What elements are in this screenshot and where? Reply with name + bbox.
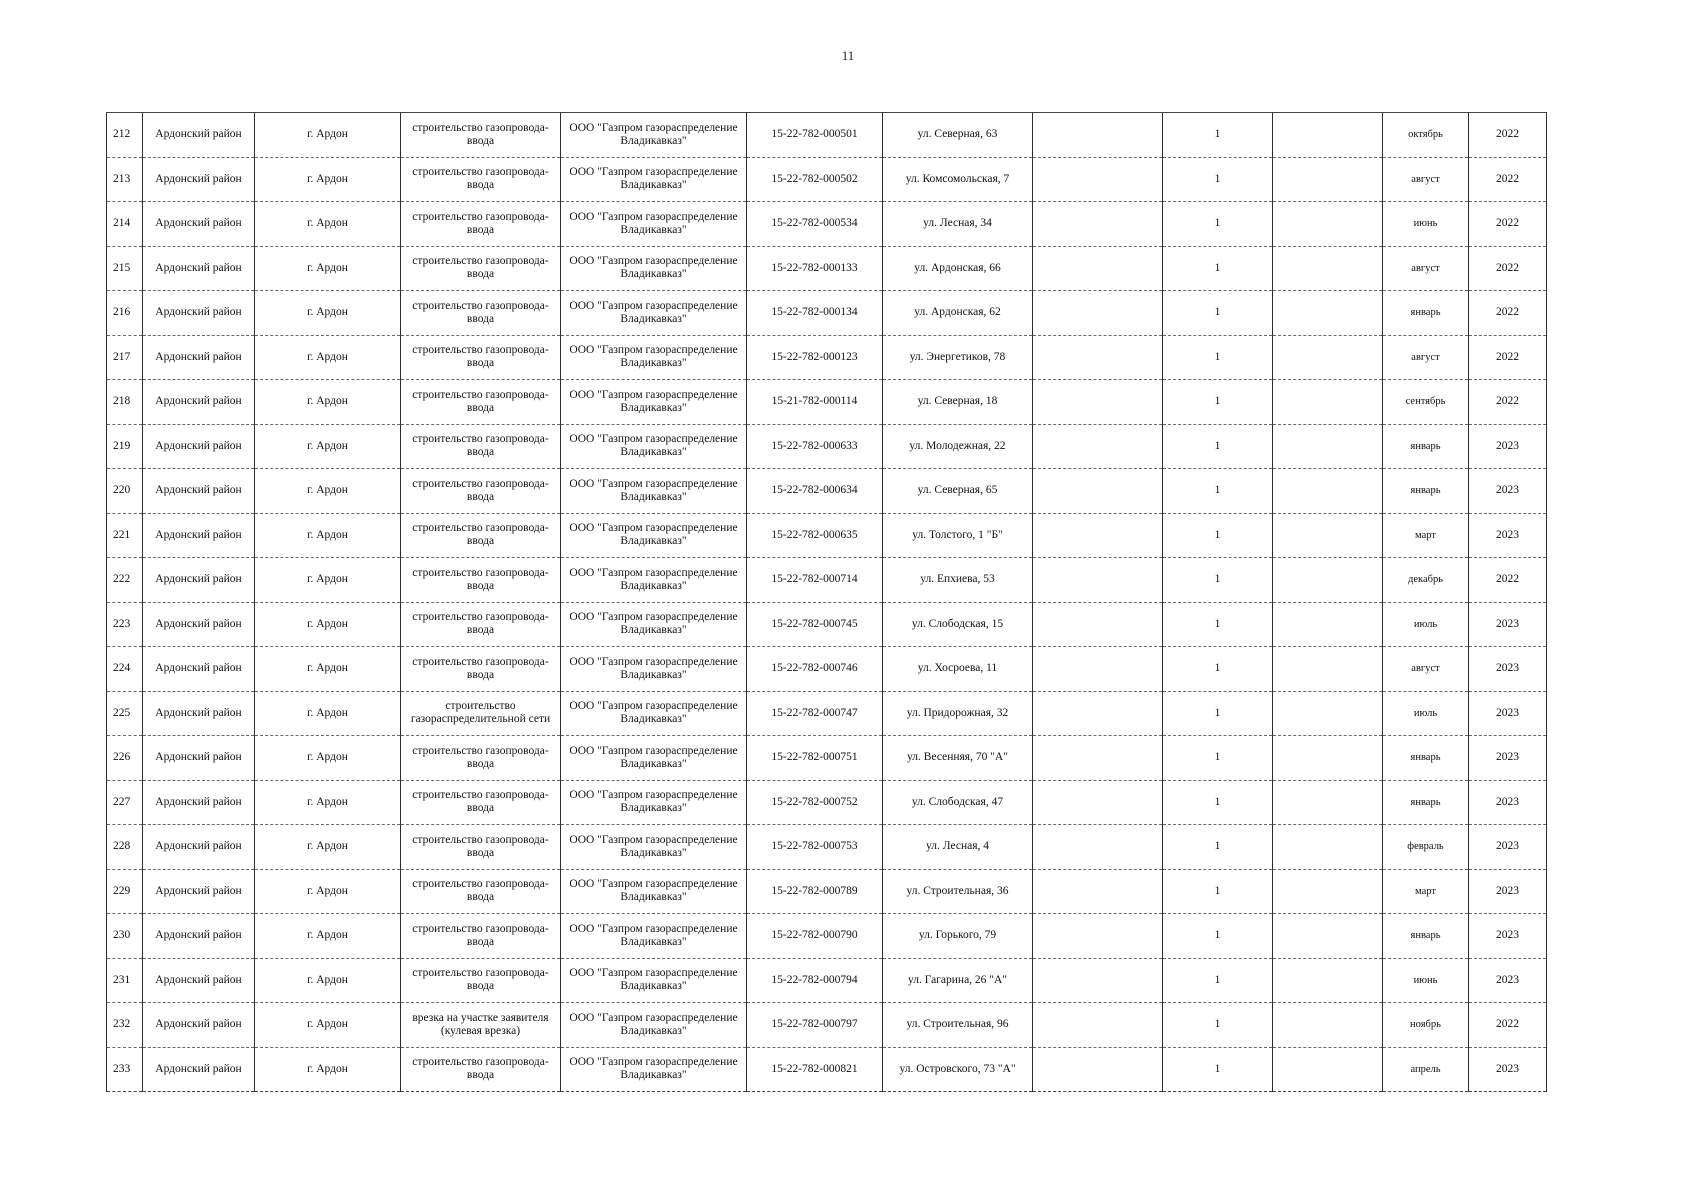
empty-cell (1033, 335, 1163, 380)
organization-cell: ООО "Газпром газораспределение Владикавказ" (561, 469, 747, 514)
row-number-cell: 224 (107, 647, 143, 692)
address-cell: ул. Придорожная, 32 (883, 691, 1033, 736)
empty-cell (1273, 958, 1383, 1003)
district-cell: Ардонский район (143, 914, 255, 959)
quantity-cell: 1 (1163, 469, 1273, 514)
quantity-cell: 1 (1163, 691, 1273, 736)
year-cell: 2023 (1469, 513, 1547, 558)
empty-cell (1033, 202, 1163, 247)
work-type-cell: строительство газопровода-ввода (401, 291, 561, 336)
address-cell: ул. Весенняя, 70 "А" (883, 736, 1033, 781)
year-cell: 2023 (1469, 1047, 1547, 1092)
month-cell: март (1383, 513, 1469, 558)
table-row (107, 1003, 1547, 1048)
empty-cell (1273, 335, 1383, 380)
month-cell: январь (1383, 424, 1469, 469)
quantity-cell: 1 (1163, 869, 1273, 914)
work-type-cell: строительство газопровода-ввода (401, 113, 561, 158)
work-type-cell: строительство газопровода-ввода (401, 202, 561, 247)
month-cell: июль (1383, 602, 1469, 647)
row-number-cell: 220 (107, 469, 143, 514)
row-number-cell: 212 (107, 113, 143, 158)
empty-cell (1033, 380, 1163, 425)
organization-cell: ООО "Газпром газораспределение Владикавказ" (561, 513, 747, 558)
empty-cell (1033, 825, 1163, 870)
application-code-cell: 15-22-782-000502 (747, 157, 883, 202)
table-row (107, 380, 1547, 425)
empty-cell (1033, 1047, 1163, 1092)
empty-cell (1033, 469, 1163, 514)
empty-cell (1273, 202, 1383, 247)
month-cell: январь (1383, 291, 1469, 336)
table-row (107, 246, 1547, 291)
organization-cell: ООО "Газпром газораспределение Владикавказ" (561, 691, 747, 736)
quantity-cell: 1 (1163, 602, 1273, 647)
district-cell: Ардонский район (143, 780, 255, 825)
table-row (107, 914, 1547, 959)
application-code-cell: 15-22-782-000635 (747, 513, 883, 558)
work-type-cell: строительство газопровода-ввода (401, 335, 561, 380)
work-type-cell: строительство газопровода-ввода (401, 647, 561, 692)
work-type-cell: строительство газопровода-ввода (401, 958, 561, 1003)
address-cell: ул. Энергетиков, 78 (883, 335, 1033, 380)
month-cell: январь (1383, 469, 1469, 514)
row-number-cell: 214 (107, 202, 143, 247)
organization-cell: ООО "Газпром газораспределение Владикавказ" (561, 958, 747, 1003)
empty-cell (1273, 825, 1383, 870)
district-cell: Ардонский район (143, 869, 255, 914)
work-type-cell: строительство газопровода-ввода (401, 246, 561, 291)
quantity-cell: 1 (1163, 380, 1273, 425)
application-code-cell: 15-22-782-000789 (747, 869, 883, 914)
table-row (107, 291, 1547, 336)
organization-cell: ООО "Газпром газораспределение Владикавказ" (561, 736, 747, 781)
quantity-cell: 1 (1163, 246, 1273, 291)
quantity-cell: 1 (1163, 157, 1273, 202)
row-number-cell: 216 (107, 291, 143, 336)
district-cell: Ардонский район (143, 958, 255, 1003)
row-number-cell: 213 (107, 157, 143, 202)
empty-cell (1273, 246, 1383, 291)
month-cell: июль (1383, 691, 1469, 736)
work-type-cell: строительство газопровода-ввода (401, 157, 561, 202)
district-cell: Ардонский район (143, 558, 255, 603)
organization-cell: ООО "Газпром газораспределение Владикавказ" (561, 424, 747, 469)
empty-cell (1273, 558, 1383, 603)
year-cell: 2022 (1469, 558, 1547, 603)
quantity-cell: 1 (1163, 513, 1273, 558)
work-type-cell: строительство газопровода-ввода (401, 558, 561, 603)
table-row (107, 335, 1547, 380)
table-row (107, 202, 1547, 247)
year-cell: 2022 (1469, 335, 1547, 380)
address-cell: ул. Слободская, 15 (883, 602, 1033, 647)
empty-cell (1033, 780, 1163, 825)
application-code-cell: 15-22-782-000790 (747, 914, 883, 959)
month-cell: декабрь (1383, 558, 1469, 603)
table-row (107, 113, 1547, 158)
table-row (107, 157, 1547, 202)
city-cell: г. Ардон (255, 113, 401, 158)
organization-cell: ООО "Газпром газораспределение Владикавказ" (561, 202, 747, 247)
city-cell: г. Ардон (255, 157, 401, 202)
year-cell: 2023 (1469, 424, 1547, 469)
year-cell: 2022 (1469, 291, 1547, 336)
table-row (107, 424, 1547, 469)
empty-cell (1033, 157, 1163, 202)
table-row (107, 602, 1547, 647)
quantity-cell: 1 (1163, 825, 1273, 870)
organization-cell: ООО "Газпром газораспределение Владикавказ" (561, 380, 747, 425)
empty-cell (1033, 602, 1163, 647)
quantity-cell: 1 (1163, 1003, 1273, 1048)
empty-cell (1033, 736, 1163, 781)
address-cell: ул. Лесная, 34 (883, 202, 1033, 247)
application-code-cell: 15-22-782-000821 (747, 1047, 883, 1092)
work-type-cell: строительство газопровода-ввода (401, 469, 561, 514)
city-cell: г. Ардон (255, 246, 401, 291)
empty-cell (1273, 869, 1383, 914)
city-cell: г. Ардон (255, 558, 401, 603)
table-body (107, 113, 1547, 1092)
organization-cell: ООО "Газпром газораспределение Владикавказ" (561, 602, 747, 647)
work-type-cell: строительство газопровода-ввода (401, 914, 561, 959)
application-code-cell: 15-22-782-000123 (747, 335, 883, 380)
city-cell: г. Ардон (255, 424, 401, 469)
empty-cell (1273, 736, 1383, 781)
empty-cell (1273, 647, 1383, 692)
month-cell: август (1383, 335, 1469, 380)
application-code-cell: 15-22-782-000797 (747, 1003, 883, 1048)
address-cell: ул. Строительная, 96 (883, 1003, 1033, 1048)
empty-cell (1273, 691, 1383, 736)
organization-cell: ООО "Газпром газораспределение Владикавказ" (561, 825, 747, 870)
row-number-cell: 226 (107, 736, 143, 781)
district-cell: Ардонский район (143, 469, 255, 514)
row-number-cell: 231 (107, 958, 143, 1003)
quantity-cell: 1 (1163, 780, 1273, 825)
year-cell: 2023 (1469, 825, 1547, 870)
year-cell: 2023 (1469, 602, 1547, 647)
quantity-cell: 1 (1163, 291, 1273, 336)
district-cell: Ардонский район (143, 602, 255, 647)
organization-cell: ООО "Газпром газораспределение Владикавказ" (561, 780, 747, 825)
city-cell: г. Ардон (255, 914, 401, 959)
city-cell: г. Ардон (255, 469, 401, 514)
empty-cell (1033, 914, 1163, 959)
month-cell: январь (1383, 736, 1469, 781)
city-cell: г. Ардон (255, 202, 401, 247)
organization-cell: ООО "Газпром газораспределение Владикавказ" (561, 914, 747, 959)
address-cell: ул. Ардонская, 62 (883, 291, 1033, 336)
application-code-cell: 15-22-782-000747 (747, 691, 883, 736)
address-cell: ул. Толстого, 1 "Б" (883, 513, 1033, 558)
application-code-cell: 15-22-782-000714 (747, 558, 883, 603)
month-cell: октябрь (1383, 113, 1469, 158)
year-cell: 2023 (1469, 469, 1547, 514)
table-row (107, 691, 1547, 736)
empty-cell (1033, 113, 1163, 158)
address-cell: ул. Хосроева, 11 (883, 647, 1033, 692)
year-cell: 2023 (1469, 647, 1547, 692)
address-cell: ул. Слободская, 47 (883, 780, 1033, 825)
quantity-cell: 1 (1163, 958, 1273, 1003)
city-cell: г. Ардон (255, 647, 401, 692)
district-cell: Ардонский район (143, 1003, 255, 1048)
organization-cell: ООО "Газпром газораспределение Владикавказ" (561, 291, 747, 336)
row-number-cell: 222 (107, 558, 143, 603)
month-cell: апрель (1383, 1047, 1469, 1092)
organization-cell: ООО "Газпром газораспределение Владикавказ" (561, 558, 747, 603)
quantity-cell: 1 (1163, 736, 1273, 781)
city-cell: г. Ардон (255, 335, 401, 380)
address-cell: ул. Горького, 79 (883, 914, 1033, 959)
row-number-cell: 225 (107, 691, 143, 736)
page-number: 11 (841, 48, 855, 63)
row-number-cell: 215 (107, 246, 143, 291)
organization-cell: ООО "Газпром газораспределение Владикавказ" (561, 1047, 747, 1092)
district-cell: Ардонский район (143, 291, 255, 336)
district-cell: Ардонский район (143, 202, 255, 247)
empty-cell (1033, 1003, 1163, 1048)
row-number-cell: 228 (107, 825, 143, 870)
quantity-cell: 1 (1163, 424, 1273, 469)
address-cell: ул. Северная, 63 (883, 113, 1033, 158)
empty-cell (1273, 602, 1383, 647)
month-cell: март (1383, 869, 1469, 914)
month-cell: январь (1383, 780, 1469, 825)
application-code-cell: 15-22-782-000634 (747, 469, 883, 514)
application-code-cell: 15-21-782-000114 (747, 380, 883, 425)
district-cell: Ардонский район (143, 113, 255, 158)
address-cell: ул. Строительная, 36 (883, 869, 1033, 914)
application-code-cell: 15-22-782-000752 (747, 780, 883, 825)
city-cell: г. Ардон (255, 602, 401, 647)
table-row (107, 780, 1547, 825)
row-number-cell: 232 (107, 1003, 143, 1048)
year-cell: 2022 (1469, 380, 1547, 425)
work-type-cell: строительство газопровода-ввода (401, 825, 561, 870)
application-code-cell: 15-22-782-000134 (747, 291, 883, 336)
work-type-cell: врезка на участке заявителя (кулевая врезка) (401, 1003, 561, 1048)
application-code-cell: 15-22-782-000501 (747, 113, 883, 158)
empty-cell (1033, 424, 1163, 469)
row-number-cell: 230 (107, 914, 143, 959)
district-cell: Ардонский район (143, 157, 255, 202)
month-cell: ноябрь (1383, 1003, 1469, 1048)
city-cell: г. Ардон (255, 691, 401, 736)
empty-cell (1273, 1047, 1383, 1092)
quantity-cell: 1 (1163, 202, 1273, 247)
empty-cell (1033, 291, 1163, 336)
application-code-cell: 15-22-782-000753 (747, 825, 883, 870)
quantity-cell: 1 (1163, 335, 1273, 380)
district-cell: Ардонский район (143, 424, 255, 469)
empty-cell (1033, 246, 1163, 291)
table-row (107, 513, 1547, 558)
month-cell: январь (1383, 914, 1469, 959)
application-code-cell: 15-22-782-000794 (747, 958, 883, 1003)
row-number-cell: 217 (107, 335, 143, 380)
quantity-cell: 1 (1163, 558, 1273, 603)
district-cell: Ардонский район (143, 691, 255, 736)
month-cell: август (1383, 246, 1469, 291)
application-code-cell: 15-22-782-000745 (747, 602, 883, 647)
year-cell: 2023 (1469, 736, 1547, 781)
empty-cell (1273, 469, 1383, 514)
address-cell: ул. Островского, 73 "А" (883, 1047, 1033, 1092)
row-number-cell: 219 (107, 424, 143, 469)
organization-cell: ООО "Газпром газораспределение Владикавказ" (561, 113, 747, 158)
work-type-cell: строительство газопровода-ввода (401, 869, 561, 914)
work-type-cell: строительство газопровода-ввода (401, 424, 561, 469)
year-cell: 2022 (1469, 1003, 1547, 1048)
district-cell: Ардонский район (143, 513, 255, 558)
quantity-cell: 1 (1163, 113, 1273, 158)
table-row (107, 736, 1547, 781)
month-cell: сентябрь (1383, 380, 1469, 425)
row-number-cell: 229 (107, 869, 143, 914)
table-row (107, 869, 1547, 914)
row-number-cell: 233 (107, 1047, 143, 1092)
application-code-cell: 15-22-782-000746 (747, 647, 883, 692)
row-number-cell: 218 (107, 380, 143, 425)
organization-cell: ООО "Газпром газораспределение Владикавказ" (561, 1003, 747, 1048)
application-code-cell: 15-22-782-000633 (747, 424, 883, 469)
year-cell: 2023 (1469, 780, 1547, 825)
month-cell: февраль (1383, 825, 1469, 870)
organization-cell: ООО "Газпром газораспределение Владикавказ" (561, 157, 747, 202)
city-cell: г. Ардон (255, 736, 401, 781)
year-cell: 2023 (1469, 691, 1547, 736)
work-type-cell: строительство газопровода-ввода (401, 513, 561, 558)
quantity-cell: 1 (1163, 1047, 1273, 1092)
empty-cell (1273, 157, 1383, 202)
city-cell: г. Ардон (255, 291, 401, 336)
month-cell: август (1383, 157, 1469, 202)
city-cell: г. Ардон (255, 380, 401, 425)
organization-cell: ООО "Газпром газораспределение Владикавказ" (561, 647, 747, 692)
empty-cell (1033, 691, 1163, 736)
address-cell: ул. Комсомольская, 7 (883, 157, 1033, 202)
empty-cell (1273, 914, 1383, 959)
city-cell: г. Ардон (255, 513, 401, 558)
organization-cell: ООО "Газпром газораспределение Владикавказ" (561, 246, 747, 291)
city-cell: г. Ардон (255, 825, 401, 870)
table-row (107, 469, 1547, 514)
application-code-cell: 15-22-782-000534 (747, 202, 883, 247)
district-cell: Ардонский район (143, 246, 255, 291)
address-cell: ул. Лесная, 4 (883, 825, 1033, 870)
empty-cell (1273, 1003, 1383, 1048)
address-cell: ул. Ардонская, 66 (883, 246, 1033, 291)
empty-cell (1273, 513, 1383, 558)
empty-cell (1273, 380, 1383, 425)
work-type-cell: строительство газораспределительной сети (401, 691, 561, 736)
table-row (107, 558, 1547, 603)
work-type-cell: строительство газопровода-ввода (401, 380, 561, 425)
empty-cell (1033, 647, 1163, 692)
work-type-cell: строительство газопровода-ввода (401, 736, 561, 781)
year-cell: 2022 (1469, 157, 1547, 202)
table-row (107, 825, 1547, 870)
year-cell: 2022 (1469, 246, 1547, 291)
month-cell: август (1383, 647, 1469, 692)
district-cell: Ардонский район (143, 380, 255, 425)
district-cell: Ардонский район (143, 647, 255, 692)
empty-cell (1273, 291, 1383, 336)
city-cell: г. Ардон (255, 1047, 401, 1092)
application-code-cell: 15-22-782-000751 (747, 736, 883, 781)
district-cell: Ардонский район (143, 736, 255, 781)
city-cell: г. Ардон (255, 1003, 401, 1048)
city-cell: г. Ардон (255, 780, 401, 825)
district-cell: Ардонский район (143, 335, 255, 380)
year-cell: 2022 (1469, 202, 1547, 247)
city-cell: г. Ардон (255, 869, 401, 914)
address-cell: ул. Гагарина, 26 "А" (883, 958, 1033, 1003)
empty-cell (1033, 958, 1163, 1003)
application-code-cell: 15-22-782-000133 (747, 246, 883, 291)
year-cell: 2023 (1469, 958, 1547, 1003)
address-cell: ул. Северная, 18 (883, 380, 1033, 425)
table-row (107, 1047, 1547, 1092)
district-cell: Ардонский район (143, 1047, 255, 1092)
empty-cell (1033, 869, 1163, 914)
table-row (107, 958, 1547, 1003)
month-cell: июнь (1383, 202, 1469, 247)
quantity-cell: 1 (1163, 914, 1273, 959)
address-cell: ул. Епхиева, 53 (883, 558, 1033, 603)
organization-cell: ООО "Газпром газораспределение Владикавказ" (561, 869, 747, 914)
row-number-cell: 223 (107, 602, 143, 647)
empty-cell (1273, 780, 1383, 825)
empty-cell (1273, 113, 1383, 158)
work-type-cell: строительство газопровода-ввода (401, 1047, 561, 1092)
address-cell: ул. Молодежная, 22 (883, 424, 1033, 469)
empty-cell (1033, 513, 1163, 558)
year-cell: 2022 (1469, 113, 1547, 158)
empty-cell (1033, 558, 1163, 603)
district-cell: Ардонский район (143, 825, 255, 870)
month-cell: июнь (1383, 958, 1469, 1003)
address-cell: ул. Северная, 65 (883, 469, 1033, 514)
work-type-cell: строительство газопровода-ввода (401, 780, 561, 825)
organization-cell: ООО "Газпром газораспределение Владикавказ" (561, 335, 747, 380)
year-cell: 2023 (1469, 914, 1547, 959)
row-number-cell: 227 (107, 780, 143, 825)
year-cell: 2023 (1469, 869, 1547, 914)
quantity-cell: 1 (1163, 647, 1273, 692)
city-cell: г. Ардон (255, 958, 401, 1003)
gas-connection-table (106, 112, 1547, 1092)
work-type-cell: строительство газопровода-ввода (401, 602, 561, 647)
row-number-cell: 221 (107, 513, 143, 558)
empty-cell (1273, 424, 1383, 469)
table-row (107, 647, 1547, 692)
